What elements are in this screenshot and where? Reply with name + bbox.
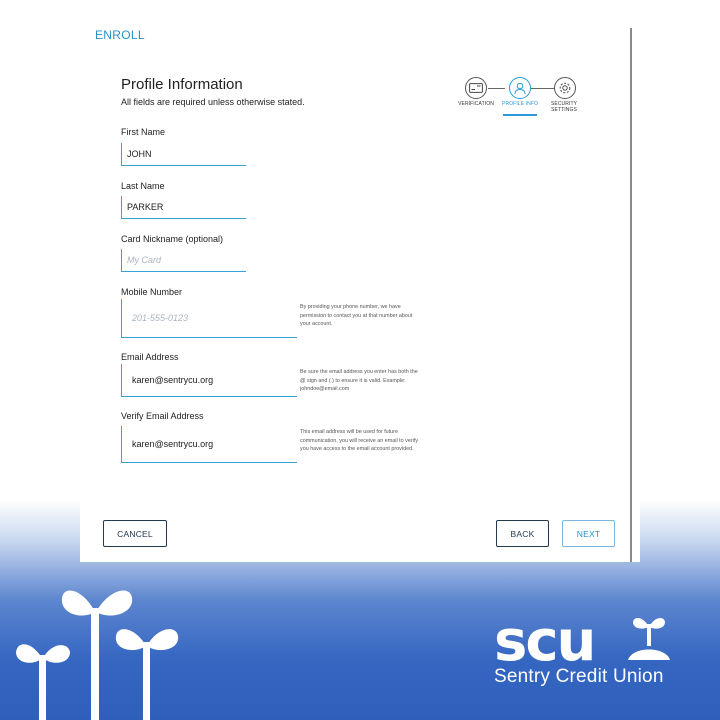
card-nickname-placeholder: My Card bbox=[127, 255, 162, 265]
last-name-label: Last Name bbox=[121, 181, 165, 191]
card-nickname-field[interactable] bbox=[121, 249, 246, 272]
email-address-label: Email Address bbox=[121, 352, 179, 362]
card-nickname-label: Card Nickname (optional) bbox=[121, 234, 224, 244]
step-verification bbox=[465, 77, 487, 99]
step-label-security-settings: SECURITY SETTINGS bbox=[550, 101, 578, 113]
logo-wordmark: scu bbox=[494, 610, 595, 674]
page-subtitle: All fields are required unless otherwise stated. bbox=[121, 97, 305, 107]
step-connector bbox=[531, 88, 554, 89]
verify-email-help: This email address will be used for future communication, you will receive an email to verify you have access to the email account provided. bbox=[300, 429, 419, 452]
first-name-field[interactable] bbox=[121, 143, 246, 166]
first-name-label: First Name bbox=[121, 127, 166, 137]
page-title: Profile Information bbox=[121, 76, 243, 93]
last-name-field[interactable] bbox=[121, 196, 246, 219]
email-address-help: Be sure the email address you enter has both the @ sign and (.) to ensure it is valid. Example: johndoe@email.com bbox=[300, 369, 418, 392]
active-step-indicator bbox=[503, 114, 537, 116]
mobile-number-help: By providing your phone number, we have permission to contact you at that number about your account. bbox=[300, 304, 413, 327]
user-icon bbox=[513, 81, 527, 95]
brand-name: Sentry Credit Union bbox=[494, 666, 664, 687]
verify-email-field[interactable] bbox=[121, 426, 297, 463]
sprouts-illustration bbox=[12, 580, 212, 720]
mobile-number-placeholder: 201-555-0123 bbox=[132, 313, 189, 323]
verify-email-value: karen@sentrycu.org bbox=[132, 439, 214, 449]
email-address-field[interactable] bbox=[121, 364, 297, 397]
last-name-value: PARKER bbox=[127, 202, 164, 212]
step-label-profile-info: PROFILE INFO bbox=[502, 101, 538, 107]
cancel-button[interactable]: CANCEL bbox=[103, 520, 167, 547]
panel-divider bbox=[630, 28, 632, 562]
gear-icon bbox=[558, 81, 572, 95]
enroll-header: ENROLL bbox=[95, 28, 145, 42]
card-icon bbox=[469, 83, 483, 93]
next-button[interactable]: NEXT bbox=[562, 520, 615, 547]
progress-stepper bbox=[455, 76, 585, 120]
mobile-number-field[interactable] bbox=[121, 299, 297, 338]
back-button[interactable]: BACK bbox=[496, 520, 549, 547]
verify-email-label: Verify Email Address bbox=[121, 411, 204, 421]
step-profile-info bbox=[509, 77, 531, 99]
first-name-value: JOHN bbox=[127, 149, 152, 159]
email-address-value: karen@sentrycu.org bbox=[132, 375, 214, 385]
mobile-number-label: Mobile Number bbox=[121, 287, 183, 297]
step-label-verification: VERIFICATION bbox=[458, 101, 494, 107]
step-connector bbox=[488, 88, 505, 89]
step-security-settings bbox=[554, 77, 576, 99]
